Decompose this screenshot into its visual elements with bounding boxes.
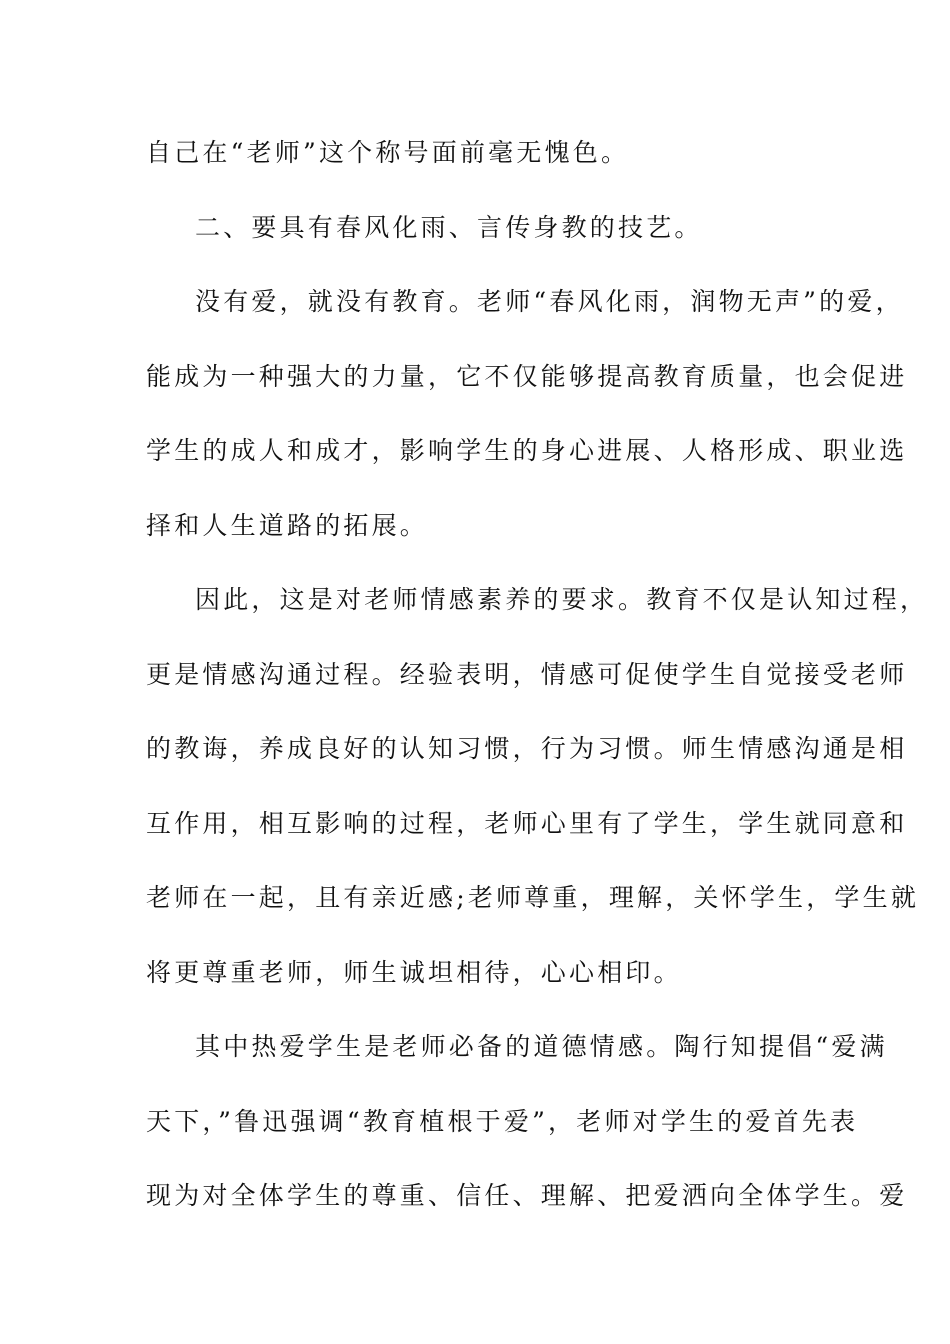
text-line: 将更尊重老师，师生诚坦相待，心心相印。: [146, 958, 682, 987]
text-line: 互作用，相互影响的过程，老师心里有了学生，学生就同意和: [146, 809, 908, 838]
section-heading: 二、要具有春风化雨、言传身教的技艺。: [195, 213, 703, 242]
text-line: 老师在一起，且有亲近感;老师尊重，理解，关怀学生，学生就: [146, 883, 920, 912]
text-line: 择和人生道路的拓展。: [146, 511, 429, 540]
text-line: 学生的成人和成才，影响学生的身心进展、人格形成、职业选: [146, 436, 908, 465]
text-line: 因此，这是对老师情感素养的要求。教育不仅是认知过程，: [195, 585, 929, 614]
text-line: 没有爱，就没有教育。老师“春风化雨，润物无声”的爱，: [195, 287, 904, 316]
text-line: 的教诲，养成良好的认知习惯，行为习惯。师生情感沟通是相: [146, 734, 908, 763]
text-line: 天下，”鲁迅强调“教育植根于爱”，老师对学生的爱首先表: [146, 1107, 859, 1136]
text-line: 现为对全体学生的尊重、信任、理解、把爱洒向全体学生。爱: [146, 1181, 908, 1210]
text-line: 能成为一种强大的力量，它不仅能够提高教育质量，也会促进: [146, 362, 908, 391]
text-line: 其中热爱学生是老师必备的道德情感。陶行知提倡“爱满: [195, 1032, 888, 1061]
text-line: 自己在“老师”这个称号面前毫无愧色。: [146, 138, 630, 167]
text-line: 更是情感沟通过程。经验表明，情感可促使学生自觉接受老师: [146, 660, 908, 689]
